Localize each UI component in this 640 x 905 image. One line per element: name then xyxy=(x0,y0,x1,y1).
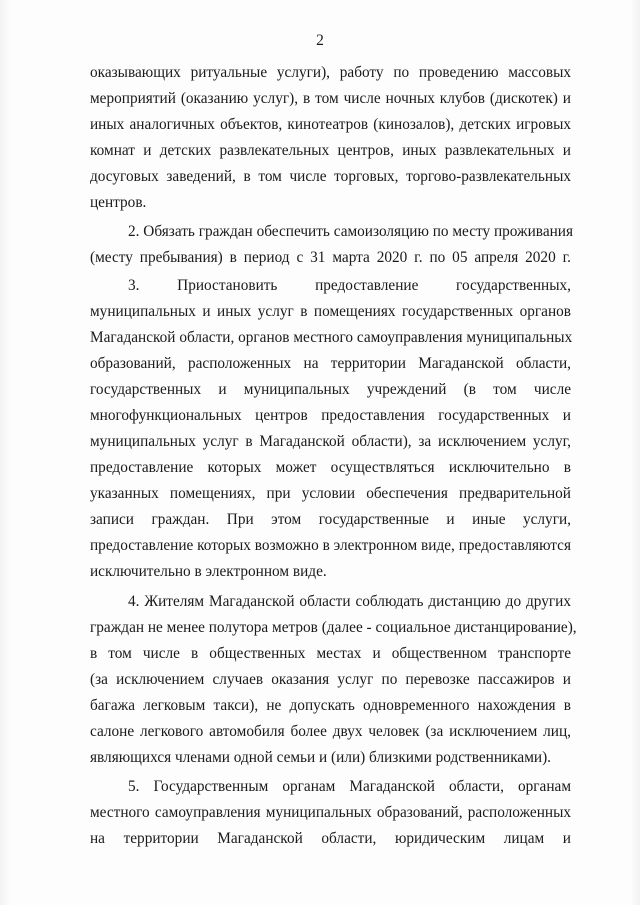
text-line: в том числе в общественных местах и общественном транспорте xyxy=(90,645,571,662)
text-line: иных аналогичных объектов, кинотеатров (кинозалов), детских игровых xyxy=(90,116,571,133)
text-line: муниципальных услуг в Магаданской области), за исключением услуг, xyxy=(90,433,571,450)
text-line: Магаданской области, органов местного самоуправления муниципальных xyxy=(90,329,573,346)
text-line: многофункциональных центров предоставления государственных и xyxy=(90,407,571,424)
text-line: государственных и муниципальных учреждений (в том числе xyxy=(90,381,571,398)
text-line: (за исключением случаев оказания услуг по перевозке пассажиров и xyxy=(90,671,571,688)
paragraph-4-start: 4. Жителям Магаданской области соблюдать дистанцию до других xyxy=(128,593,571,610)
text-line: образований, расположенных на территории Магаданской области, xyxy=(90,355,571,372)
text-line: являющихся членами одной семьи и (или) близкими родственниками). xyxy=(90,749,551,766)
text-line: (месту пребывания) в период с 31 марта 2020 г. по 05 апреля 2020 г. xyxy=(90,249,571,266)
paragraph-5-start: 5. Государственным органам Магаданской области, органам xyxy=(128,778,571,795)
text-line: мероприятий (оказанию услуг), в том числе ночных клубов (дискотек) и xyxy=(90,90,571,107)
text-line: оказывающих ритуальные услуги), работу по проведению массовых xyxy=(90,64,571,81)
scan-edge-left xyxy=(0,0,10,905)
paragraph-3-start: 3. Приостановить предоставление государственных, xyxy=(128,277,571,294)
text-line: комнат и детских развлекательных центров, иных развлекательных и xyxy=(90,142,571,159)
text-line: указанных помещениях, при условии обеспечения предварительной xyxy=(90,485,571,502)
scan-edge-right xyxy=(630,0,640,905)
text-line: граждан не менее полутора метров (далее - социальное дистанцирование), xyxy=(90,619,577,636)
text-line: предоставление которых возможно в электронном виде, предоставляются xyxy=(90,537,571,554)
text-line: багажа легковым такси), не допускать одновременного нахождения в xyxy=(90,697,571,714)
text-line: на территории Магаданской области, юридическим лицам и xyxy=(90,830,571,847)
text-line: записи граждан. При этом государственные и иные услуги, xyxy=(90,511,571,528)
text-line: салоне легкового автомобиля более двух человек (за исключением лиц, xyxy=(90,723,571,740)
text-line: исключительно в электронном виде. xyxy=(90,563,327,580)
text-line: досуговых заведений, в том числе торговых, торгово-развлекательных xyxy=(90,168,571,185)
text-line: местного самоуправления муниципальных образований, расположенных xyxy=(90,804,571,821)
text-line: муниципальных и иных услуг в помещениях государственных органов xyxy=(90,303,571,320)
text-line: предоставление которых может осуществляться исключительно в xyxy=(90,459,571,476)
page-number: 2 xyxy=(316,32,324,49)
paragraph-2-start: 2. Обязать граждан обеспечить самоизоляцию по месту проживания xyxy=(128,223,574,240)
text-line: центров. xyxy=(90,194,147,211)
